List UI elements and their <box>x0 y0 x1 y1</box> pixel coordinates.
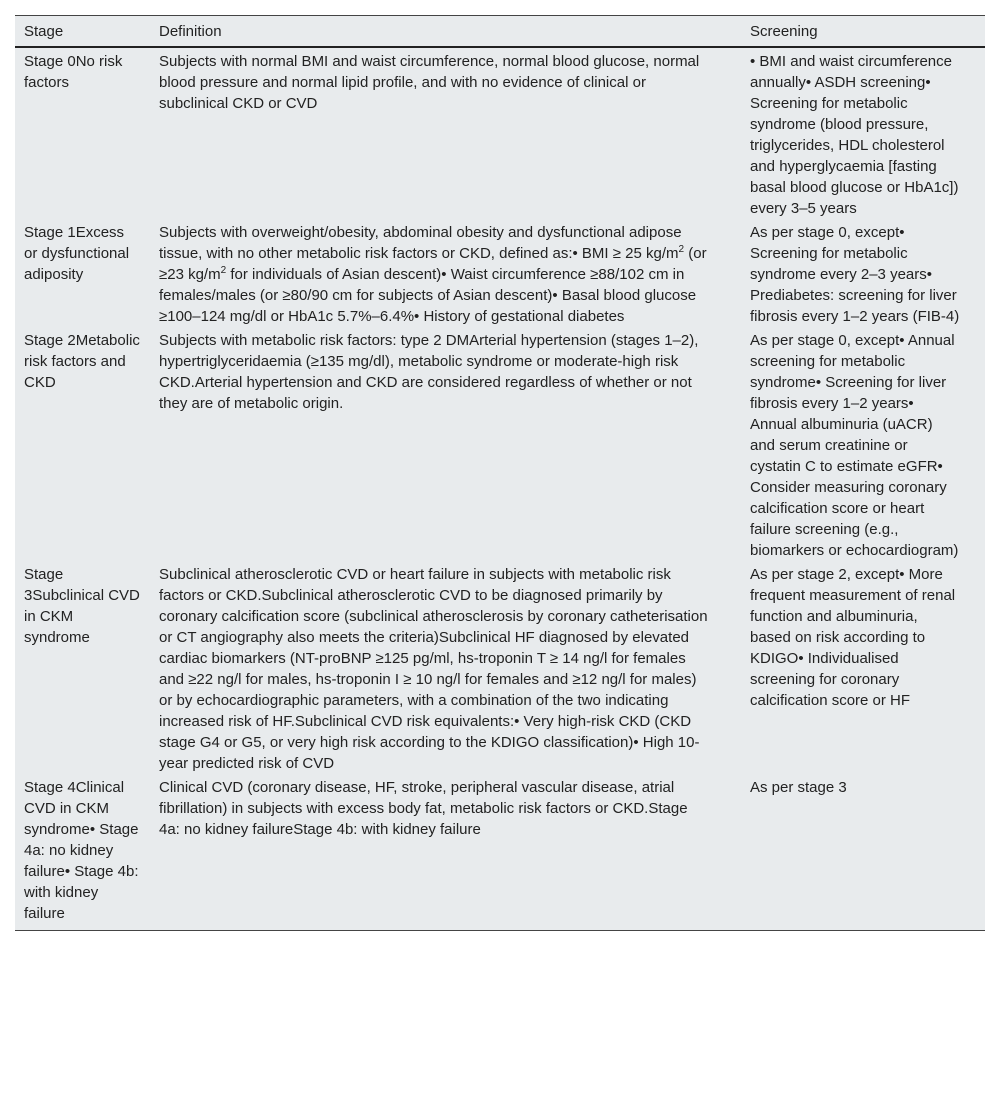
superscript: 2 <box>220 265 227 276</box>
header-definition: Definition <box>159 23 222 40</box>
table-row <box>15 327 985 561</box>
stage-cell: Stage 1Excess or dysfunctional adiposity <box>24 224 130 283</box>
header-screening: Screening <box>750 23 818 40</box>
screening-cell: As per stage 0, except• Screening for metabolic syndrome every 2–3 years• Prediabetes: screening for liver fibrosis every 1–2 years (FIB-4) <box>750 224 960 325</box>
ckm-stages-table-container <box>15 15 985 931</box>
stage-cell: Stage 0No risk factors <box>24 53 123 91</box>
ckm-stages-table <box>15 15 985 931</box>
definition-text: Subjects with overweight/obesity, abdominal obesity and dysfunctional adipose tissue, with no other metabolic risk factors or CKD, defined as:• BMI ≥ 25 kg/m <box>159 224 682 262</box>
stage-cell: Stage 2Metabolic risk factors and CKD <box>24 332 140 391</box>
table-row <box>15 47 985 219</box>
definition-cell: Subclinical atherosclerotic CVD or heart failure in subjects with metabolic risk factors or CKD.Subclinical atherosclerotic CVD to be diagnosed primarily by coronary calcification score (subclinical atherosclerosis by coronary catheterisation or CT angiography also meets the criteria)Subclinical HF diagnosed by elevated cardiac biomarkers (NT-proBNP ≥125 pg/ml, hs-troponin T ≥ 14 ng/l for females and ≥22 ng/l for males, hs-troponin I ≥ 10 ng/l for females and ≥12 ng/l for males) or by echocardiographic parameters, with a combination of the two indicating increased risk of HF.Subclinical CVD risk equivalents:• Very high-risk CKD (CKD stage G4 or G5, or very high risk according to the KDIGO classification)• High 10-year predicted risk of CVD <box>159 566 708 772</box>
table-header-row <box>15 16 985 48</box>
definition-cell: Clinical CVD (coronary disease, HF, stroke, peripheral vascular disease, atrial fibrillation) in subjects with excess body fat, metabolic risk factors or CKD.Stage 4a: no kidney failureStage 4b: with kidney failure <box>159 779 688 838</box>
table-row <box>15 561 985 774</box>
screening-cell: As per stage 3 <box>750 779 847 796</box>
definition-cell: Subjects with metabolic risk factors: type 2 DMArterial hypertension (stages 1–2), hypertriglyceridaemia (≥135 mg/dl), metabolic syndrome or moderate-high risk CKD.Arterial hypertension and CKD are considered regardless of whether or not they are of metabolic origin. <box>159 332 699 412</box>
definition-cell <box>150 219 741 327</box>
table-row <box>15 774 985 931</box>
screening-cell: • BMI and waist circumference annually• ASDH screening• Screening for metabolic syndrome (blood pressure, triglycerides, HDL cholesterol and hyperglycaemia [fasting basal blood glucose or HbA1c]) every 3–5 years <box>750 53 959 217</box>
stage-cell: Stage 3Subclinical CVD in CKM syndrome <box>24 566 140 646</box>
definition-cell: Subjects with normal BMI and waist circumference, normal blood glucose, normal blood pressure and normal lipid profile, and with no evidence of clinical or subclinical CKD or CVD <box>159 53 700 112</box>
table-row <box>15 219 985 327</box>
superscript: 2 <box>678 244 685 255</box>
stage-cell: Stage 4Clinical CVD in CKM syndrome• Stage 4a: no kidney failure• Stage 4b: with kidney failure <box>24 779 139 922</box>
screening-cell: As per stage 2, except• More frequent measurement of renal function and albuminuria, based on risk according to KDIGO• Individualised screening for coronary calcification score or HF <box>750 566 956 709</box>
definition-text: for individuals of Asian descent)• Waist circumference ≥88/102 cm in females/males (or ≥80/90 cm for subjects of Asian descent)• Basal blood glucose ≥100–124 mg/dl or HbA1c 5.7%–6.4%• History of gestational diabetes <box>159 266 697 325</box>
screening-cell: As per stage 0, except• Annual screening for metabolic syndrome• Screening for liver fibrosis every 1–2 years• Annual albuminuria (uACR) and serum creatinine or cystatin C to estimate eGFR• Consider measuring coronary calcification score or heart failure screening (e.g., biomarkers or echocardiogram) <box>750 332 959 559</box>
header-stage: Stage <box>24 23 64 40</box>
definition-text: (or ≥23 kg/m <box>159 245 707 283</box>
